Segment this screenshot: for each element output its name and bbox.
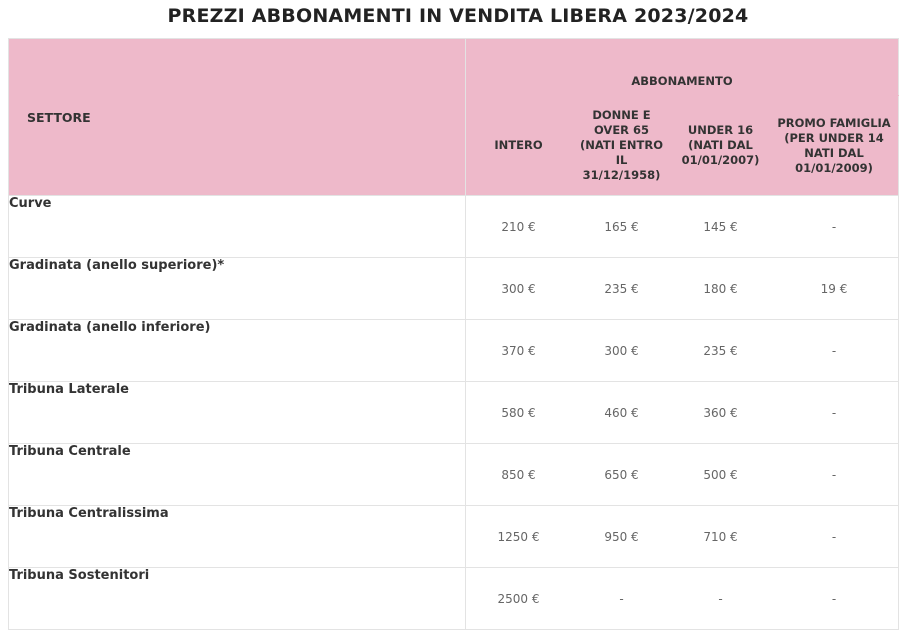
table-row xyxy=(9,320,899,382)
price-donne-over-65: 165 € xyxy=(572,196,672,258)
price-donne-over-65: 950 € xyxy=(572,506,672,568)
price-donne-over-65: - xyxy=(572,568,672,630)
column-header-donne-over-65: DONNE E OVER 65 (NATI ENTRO IL 31/12/1958) xyxy=(572,96,672,196)
price-under-16: 180 € xyxy=(672,258,770,320)
price-promo-famiglia: - xyxy=(770,196,899,258)
price-under-16: 360 € xyxy=(672,382,770,444)
sector-name: Gradinata (anello inferiore) xyxy=(9,320,466,382)
price-donne-over-65: 460 € xyxy=(572,382,672,444)
price-intero: 370 € xyxy=(466,320,572,382)
prices-table xyxy=(8,38,899,630)
page-title: PREZZI ABBONAMENTI IN VENDITA LIBERA 2023/2024 xyxy=(167,5,749,27)
table-row xyxy=(9,196,899,258)
price-donne-over-65: 235 € xyxy=(572,258,672,320)
column-header-under-16: UNDER 16 (NATI DAL 01/01/2007) xyxy=(672,96,770,196)
price-intero: 850 € xyxy=(466,444,572,506)
sector-name: Tribuna Sostenitori xyxy=(9,568,466,630)
price-intero: 2500 € xyxy=(466,568,572,630)
table-header xyxy=(9,39,899,196)
column-header-intero: INTERO xyxy=(466,96,572,196)
price-under-16: 500 € xyxy=(672,444,770,506)
sector-name: Tribuna Centralissima xyxy=(9,506,466,568)
table-row xyxy=(9,568,899,630)
price-under-16: 235 € xyxy=(672,320,770,382)
price-promo-famiglia: - xyxy=(770,568,899,630)
sector-name: Gradinata (anello superiore)* xyxy=(9,258,466,320)
sector-name: Curve xyxy=(9,196,466,258)
settore-header: SETTORE xyxy=(9,39,466,196)
price-intero: 1250 € xyxy=(466,506,572,568)
price-donne-over-65: 650 € xyxy=(572,444,672,506)
table-body xyxy=(9,196,899,630)
sector-name: Tribuna Centrale xyxy=(9,444,466,506)
price-intero: 210 € xyxy=(466,196,572,258)
sector-name: Tribuna Laterale xyxy=(9,382,466,444)
table-row xyxy=(9,444,899,506)
price-under-16: 145 € xyxy=(672,196,770,258)
price-under-16: - xyxy=(672,568,770,630)
table-row xyxy=(9,258,899,320)
price-promo-famiglia: - xyxy=(770,444,899,506)
table-row xyxy=(9,506,899,568)
price-intero: 300 € xyxy=(466,258,572,320)
price-promo-famiglia: 19 € xyxy=(770,258,899,320)
price-donne-over-65: 300 € xyxy=(572,320,672,382)
price-intero: 580 € xyxy=(466,382,572,444)
price-promo-famiglia: - xyxy=(770,382,899,444)
column-header-promo-famiglia: PROMO FAMIGLIA (PER UNDER 14 NATI DAL 01/01/2009) xyxy=(770,96,899,196)
price-promo-famiglia: - xyxy=(770,506,899,568)
price-promo-famiglia: - xyxy=(770,320,899,382)
abbonamento-group-header: ABBONAMENTO xyxy=(466,39,899,96)
table-row xyxy=(9,382,899,444)
price-under-16: 710 € xyxy=(672,506,770,568)
